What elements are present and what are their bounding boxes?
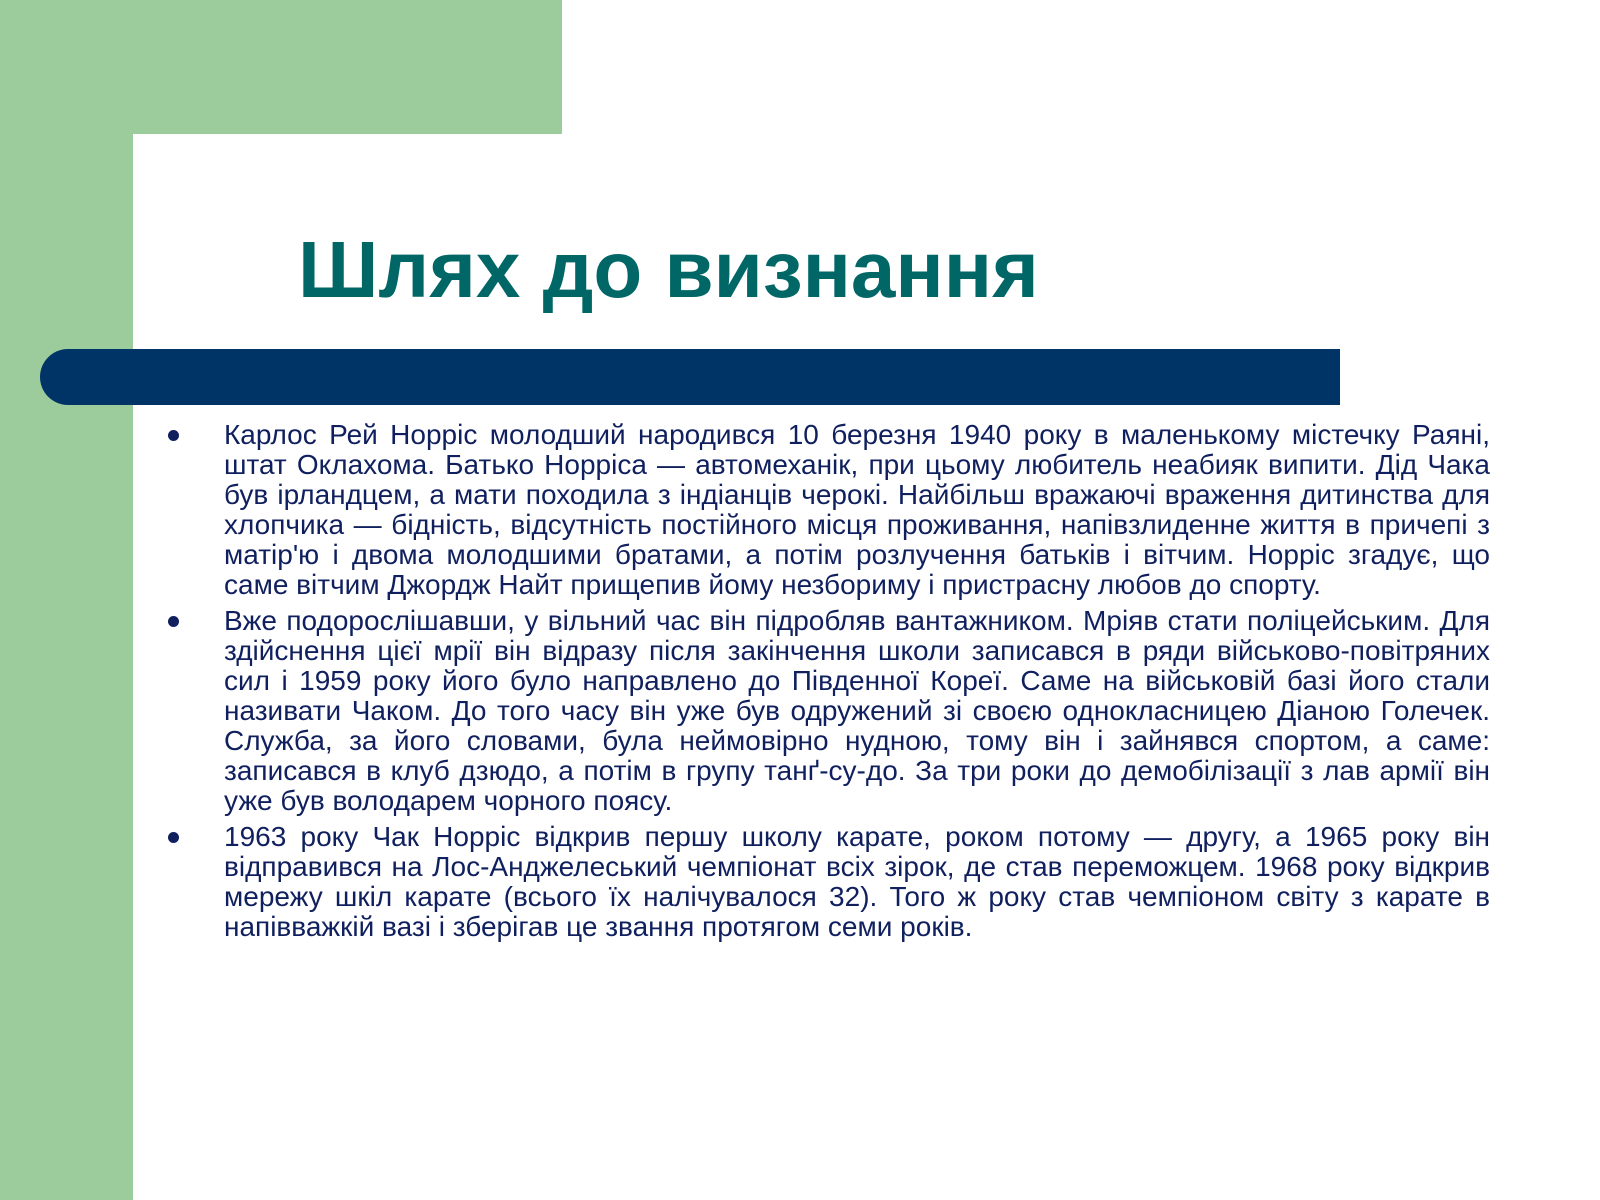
bullet-dot-icon — [168, 616, 179, 627]
green-top-band — [0, 0, 562, 134]
slide-title: Шлях до визнання — [298, 225, 1039, 314]
bullet-item — [160, 420, 1490, 600]
bullet-text: Вже подорослішавши, у вільний час він підробляв вантажником. Мріяв стати поліцейським. Для здійснення цієї мрії він відразу після закінчення школи записався в ряди військово-повітряних сил і 1959 року його було направлено до Південної Кореї. Саме на військовій базі його стали називати Чаком. До того часу він уже був одружений зі своєю однокласницею Діаною Голечек. Служба, за його словами, була неймовірно нудною, тому він і зайнявся спортом, а саме: записався в клуб дзюдо, а потім в групу танґ-су-до. За три роки до демобілізації з лав армії він уже був володарем чорного поясу. — [224, 605, 1490, 816]
bullet-item — [160, 822, 1490, 942]
bullet-text: 1963 року Чак Норріс відкрив першу школу карате, роком потому — другу, а 1965 року він відправився на Лос-Анджелеський чемпіонат всіх зірок, де став переможцем. 1968 року відкрив мережу шкіл карате (всього їх налічувалося 32). Того ж року став чемпіоном світу з карате в напівважкій вазі і зберігав це звання протягом семи років. — [224, 821, 1490, 942]
green-side-band — [0, 0, 133, 1200]
bullet-dot-icon — [168, 430, 179, 441]
rounded-content-corner — [133, 134, 253, 254]
bullet-item — [160, 606, 1490, 816]
bullet-text: Карлос Рей Норріс молодший народився 10 березня 1940 року в маленькому містечку Раяні, штат Оклахома. Батько Норріса — автомеханік, при цьому любитель неабияк випити. Дід Чака був ірландцем, а мати походила з індіанців черокі. Найбільш вражаючі враження дитинства для хлопчика — бідність, відсутність постійного місця проживання, напівзлиденне життя в причепі з матір'ю і двома молодшими братами, а потім розлучення батьків і вітчим. Норріс згадує, що саме вітчим Джордж Найт прищепив йому незбориму і пристрасну любов до спорту. — [224, 419, 1490, 600]
title-underline-bar — [40, 349, 1340, 405]
bullet-dot-icon — [168, 832, 179, 843]
bullet-list — [160, 420, 1490, 948]
